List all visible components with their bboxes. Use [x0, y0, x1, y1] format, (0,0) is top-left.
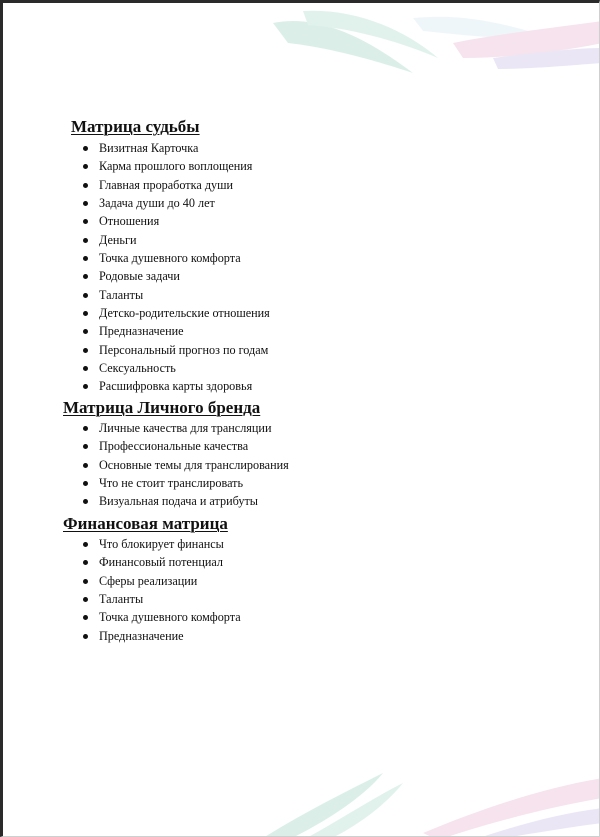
list-item: Что не стоит транслировать	[83, 474, 289, 492]
list-item: Сексуальность	[83, 359, 270, 377]
list-item: Что блокирует финансы	[83, 535, 241, 553]
section-title-personal-brand-matrix: Матрица Личного бренда	[63, 398, 261, 417]
list-item: Профессиональные качества	[83, 437, 289, 455]
list-item: Финансовый потенциал	[83, 553, 241, 571]
list-item: Расшифровка карты здоровья	[83, 377, 270, 395]
list-item: Предназначение	[83, 627, 241, 645]
list-item: Таланты	[83, 286, 270, 304]
list-item: Деньги	[83, 231, 270, 249]
section-title-financial-matrix: Финансовая матрица	[63, 514, 228, 533]
list-item: Отношения	[83, 212, 270, 230]
list-item: Личные качества для трансляции	[83, 419, 289, 437]
destiny-matrix-list	[83, 139, 270, 396]
list-item: Карма прошлого воплощения	[83, 157, 270, 175]
list-item: Визуальная подача и атрибуты	[83, 492, 289, 510]
list-item: Сферы реализации	[83, 572, 241, 590]
list-item: Главная проработка души	[83, 176, 270, 194]
list-item: Родовые задачи	[83, 267, 270, 285]
list-item: Персональный прогноз по годам	[83, 341, 270, 359]
financial-matrix-list	[83, 535, 241, 645]
list-item: Предназначение	[83, 322, 270, 340]
list-item: Визитная Карточка	[83, 139, 270, 157]
personal-brand-matrix-list	[83, 419, 289, 511]
list-item: Таланты	[83, 590, 241, 608]
list-item: Точка душевного комфорта	[83, 249, 270, 267]
list-item: Точка душевного комфорта	[83, 608, 241, 626]
list-item: Детско-родительские отношения	[83, 304, 270, 322]
list-item: Основные темы для транслирования	[83, 456, 289, 474]
section-title-destiny-matrix: Матрица судьбы	[71, 117, 200, 136]
list-item: Задача души до 40 лет	[83, 194, 270, 212]
document-body	[3, 3, 600, 837]
